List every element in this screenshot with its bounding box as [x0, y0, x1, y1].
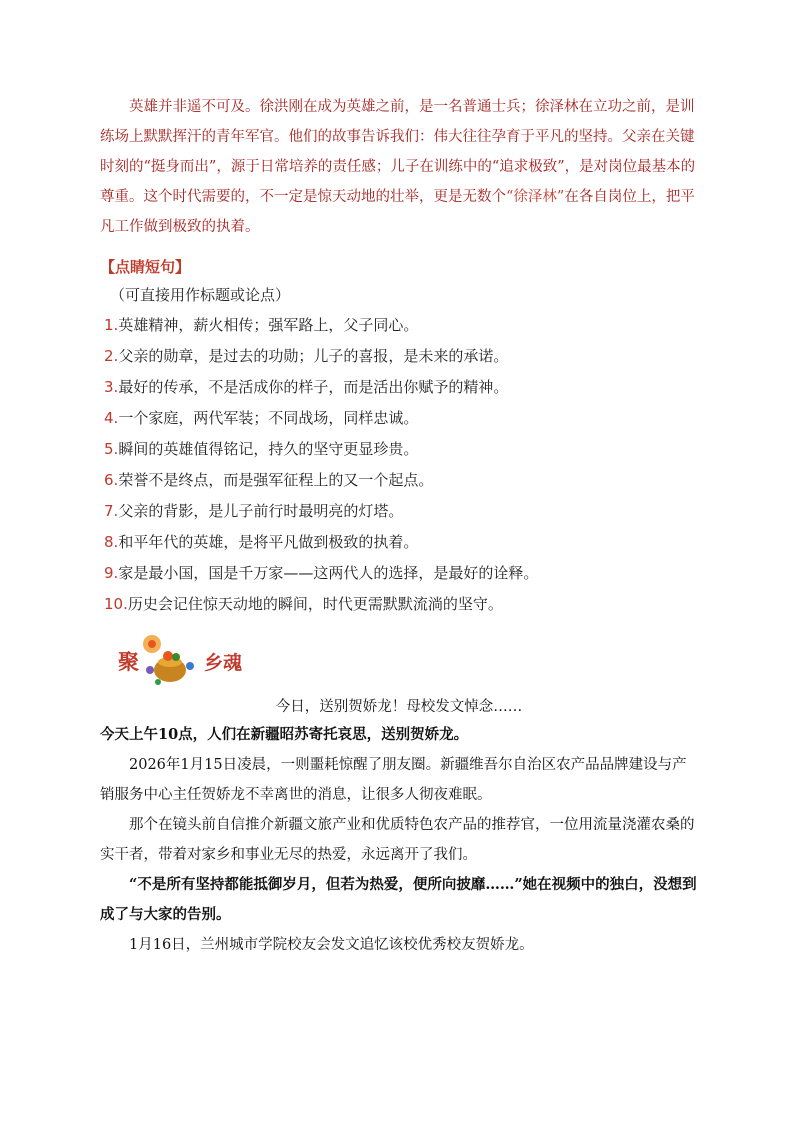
- list-item: [104, 341, 698, 372]
- item-number: 8.: [104, 533, 119, 551]
- list-item: [104, 496, 698, 527]
- item-text: 荣誉不是终点，而是强军征程上的又一个起点。: [118, 471, 434, 489]
- item-text: 和平年代的英雄，是将平凡做到极致的执着。: [118, 533, 419, 551]
- item-number: 1.: [104, 316, 119, 334]
- list-item: [104, 558, 698, 589]
- item-number: 9.: [104, 564, 119, 582]
- item-text: 父亲的背影，是儿子前行时最明亮的灯塔。: [118, 502, 404, 520]
- item-number: 2.: [104, 347, 119, 365]
- list-item: [104, 403, 698, 434]
- list-item: [104, 434, 698, 465]
- intro-text-2: 在各自岗位上，把平凡工作做到极致的执着。: [100, 189, 695, 235]
- article-paragraph-3: 1月16日，兰州城市学院校友会发文追忆该校优秀校友贺娇龙。: [129, 937, 534, 953]
- item-number: 4.: [104, 409, 119, 427]
- article-paragraph-1: 2026年1月15日凌晨，一则噩耗惊醒了朋友圈。新疆维吾尔自治区农产品品牌建设与产销服务中心主任贺娇龙不幸离世的消息，让很多人彻夜难眠。: [100, 757, 687, 803]
- article-paragraph-2: 那个在镜头前自信推介新疆文旅产业和优质特色农产品的推荐官，一位用流量浇灌农桑的实干者，带着对家乡和事业无尽的热爱，永远离开了我们。: [100, 817, 695, 863]
- item-text: 父亲的勋章，是过去的功勋；儿子的喜报，是未来的承诺。: [118, 347, 509, 365]
- item-text: 家是最小国，国是千万家——这两代人的选择，是最好的诠释。: [118, 564, 539, 582]
- intro-paragraph: [100, 92, 698, 242]
- list-item: [104, 310, 698, 341]
- item-text: 英雄精神，薪火相传；强军路上，父子同心。: [118, 316, 419, 334]
- item-number: 7.: [104, 502, 119, 520]
- item-text: 历史会记住惊天动地的瞬间，时代更需默默流淌的坚守。: [127, 595, 503, 613]
- item-text: 一个家庭，两代军装；不同战场，同样忠诚。: [118, 409, 419, 427]
- quote-list: [100, 310, 698, 620]
- article-lead: 今天上午10点，人们在新疆昭苏寄托哀思，送别贺娇龙。: [100, 726, 469, 743]
- item-number: 10.: [104, 595, 128, 613]
- banner-left-text: 聚: [118, 650, 139, 674]
- list-item: [104, 465, 698, 496]
- section-banner: [100, 626, 698, 694]
- list-item: [104, 589, 698, 620]
- article-title: 今日，送别贺娇龙！母校发文悼念……: [275, 699, 523, 715]
- item-number: 6.: [104, 471, 119, 489]
- item-text: 最好的传承，不是活成你的样子，而是活出你赋予的精神。: [118, 378, 509, 396]
- section-title: 【点睛短句】: [100, 258, 191, 276]
- article-quote: “不是所有坚持都能抵御岁月，但若为热爱，便所向披靡……”她在视频中的独白，没想到成了与大家的告别。: [100, 876, 697, 923]
- item-text: 瞬间的英雄值得铭记，持久的坚守更显珍贵。: [118, 440, 419, 458]
- section-note: （可直接用作标题或论点）: [110, 286, 291, 304]
- item-number: 3.: [104, 378, 119, 396]
- list-item: [104, 527, 698, 558]
- list-item: [104, 372, 698, 403]
- treasure-pot-icon: [138, 626, 202, 690]
- intro-text-1: 英雄并非遥不可及。徐洪刚在成为英雄之前，是一名普通士兵；徐泽林在立功之前，是训练场上默默挥汗的青年军官。他们的故事告诉我们：伟大往往孕育于平凡的坚持。父亲在关键时刻的“挺身而出”，源于日常培养的责任感；儿子在训练中的“追求极致”，是对岗位最基本的尊重。这个时代需要的，不一定是惊天动地的壮举，更是无数个: [100, 99, 696, 205]
- intro-highlight: “徐泽林”: [506, 189, 565, 205]
- item-number: 5.: [104, 440, 119, 458]
- banner-right-text: 乡魂: [204, 652, 243, 674]
